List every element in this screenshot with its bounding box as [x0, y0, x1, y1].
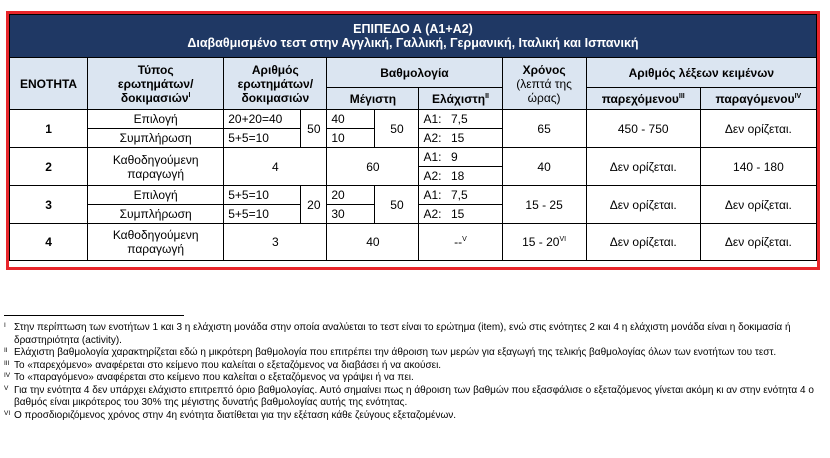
min-label-cell: Α1:	[419, 186, 447, 205]
type-cell: Συμπλήρωση	[88, 129, 224, 148]
time-cell: 65	[502, 110, 586, 148]
unit-number: 2	[10, 148, 88, 186]
min-label-cell: Α2:	[419, 167, 447, 186]
footnote: III Το «παρεχόμενο» αναφέρεται στο κείμενο που καλείται ο εξεταζόμενος να διαβάσει ή να ακούσει.	[4, 359, 442, 371]
min-label-cell: Α2:	[419, 205, 447, 224]
count-cell: 5+5=10	[224, 186, 301, 205]
type-header: Τύπος ερωτημάτων/ δοκιμασιών$^I$	[88, 58, 224, 110]
min-header: Ελάχιστη$^{II}$	[419, 88, 502, 110]
count-cell: 5+5=10	[224, 205, 301, 224]
footnote: I Στην περίπτωση των ενοτήτων 1 και 3 η ελάχιστη μονάδα στην οποία αναλύεται το τεστ είναι το ερώτημα (item), ενώ στις ενότητες 2 και 4 η ελάχιστη μονάδα είναι η δοκιμασία ή δραστηριότητα (activity).	[4, 322, 791, 346]
unit-number: 1	[10, 110, 88, 148]
provided-cell: 450 - 750	[586, 110, 700, 148]
min-label-cell: Α2:	[419, 129, 447, 148]
count-header: Αριθμός ερωτημάτων/ δοκιμασιών	[224, 58, 327, 110]
min-value-cell: 7,5	[447, 186, 502, 205]
produced-header: παραγόμενου$^{IV}$	[700, 88, 816, 110]
footnotes	[4, 322, 822, 422]
table-row	[10, 110, 817, 129]
footnote: IV Το «παραγόμενο» αναφέρεται στο κείμενο που καλείται ο εξεταζόμενος να γράψει ή να πει.	[4, 372, 414, 383]
words-header: Αριθμός λέξεων κειμένων	[586, 58, 816, 88]
unit-number: 3	[10, 186, 88, 224]
footnote: II Ελάχιστη βαθμολογία χαρακτηρίζεται εδώ η μικρότερη βαθμολογία που επιτρέπει την άθροιση των μερών για εξαγωγή της τελικής βαθμολογίας όλων των ενοτήτων του τεστ.	[4, 347, 777, 358]
max-cell: 40	[327, 110, 375, 129]
provided-cell: Δεν ορίζεται.	[586, 148, 700, 186]
min-value-cell: 9	[447, 148, 502, 167]
count-total-cell: 50	[301, 110, 327, 148]
count-cell: 5+5=10	[224, 129, 301, 148]
exam-structure-table	[9, 14, 817, 261]
count-cell: 20+20=40	[224, 110, 301, 129]
type-cell: Καθοδηγούμενη παραγωγή	[88, 224, 224, 261]
max-cell: 40	[327, 224, 419, 261]
min-value-cell: 7,5	[447, 110, 502, 129]
type-cell: Συμπλήρωση	[88, 205, 224, 224]
max-total-cell: 50	[375, 186, 419, 224]
max-cell: 30	[327, 205, 375, 224]
unit-header: ΕΝΟΤΗΤΑ	[10, 58, 88, 110]
unit-number: 4	[10, 224, 88, 261]
footnote: V Για την ενότητα 4 δεν υπάρχει ελάχιστο επιτρεπτό όριο βαθμολογίας. Αυτό σημαίνει πως η άθροιση των βαθμών που εξασφάλισε ο εξεταζόμενος γίνεται ακόμη κι αν στην ενότητα 4 ο βαθμός είναι μικρότερος του 30% της μέγιστης δυνατής βαθμολογίας αυτής της ενότητας.	[4, 384, 814, 408]
table-row	[10, 148, 817, 167]
max-total-cell: 50	[375, 110, 419, 148]
produced-cell: Δεν ορίζεται.	[700, 186, 816, 224]
max-header: Μέγιστη	[327, 88, 419, 110]
min-label-cell: Α1:	[419, 110, 447, 129]
footnote: VI Ο προσδιοριζόμενος χρόνος στην 4η ενότητα διατίθεται για την εξέταση κάθε ζεύγους εξεταζομένων.	[4, 409, 457, 421]
max-cell: 60	[327, 148, 419, 186]
min-value-cell: 18	[447, 167, 502, 186]
min-cell: --$^V$	[419, 224, 502, 261]
min-value-cell: 15	[447, 205, 502, 224]
type-cell: Επιλογή	[88, 110, 224, 129]
produced-cell: Δεν ορίζεται.	[700, 110, 816, 148]
count-cell: 3	[224, 224, 327, 261]
grading-header: Βαθμολογία	[327, 58, 502, 88]
time-cell: $15 - 20^{VI}$	[502, 224, 586, 261]
type-cell: Καθοδηγούμενη παραγωγή	[88, 148, 224, 186]
min-value-cell: 15	[447, 129, 502, 148]
table-row	[10, 224, 817, 261]
min-label-cell: Α1:	[419, 148, 447, 167]
provided-header: παρεχόμενου$^{III}$	[586, 88, 700, 110]
table-subtitle: Διαβαθμισμένο τεστ στην Αγγλική, Γαλλική, Γερμανική, Ιταλική και Ισπανική	[187, 36, 639, 50]
provided-cell: Δεν ορίζεται.	[586, 224, 700, 261]
type-cell: Επιλογή	[88, 186, 224, 205]
time-cell: 40	[502, 148, 586, 186]
table-title-cell	[10, 15, 817, 58]
max-cell: 10	[327, 129, 375, 148]
produced-cell: Δεν ορίζεται.	[700, 224, 816, 261]
table-row	[10, 186, 817, 205]
count-total-cell: 20	[301, 186, 327, 224]
footnote-separator	[4, 315, 184, 316]
table-title: ΕΠΙΠΕΔΟ Α (Α1+Α2)	[353, 22, 473, 36]
time-cell: 15 - 25	[502, 186, 586, 224]
produced-cell: 140 - 180	[700, 148, 816, 186]
time-header: Χρόνος (λεπτά της ώρας)	[502, 58, 586, 110]
provided-cell: Δεν ορίζεται.	[586, 186, 700, 224]
count-cell: 4	[224, 148, 327, 186]
max-cell: 20	[327, 186, 375, 205]
